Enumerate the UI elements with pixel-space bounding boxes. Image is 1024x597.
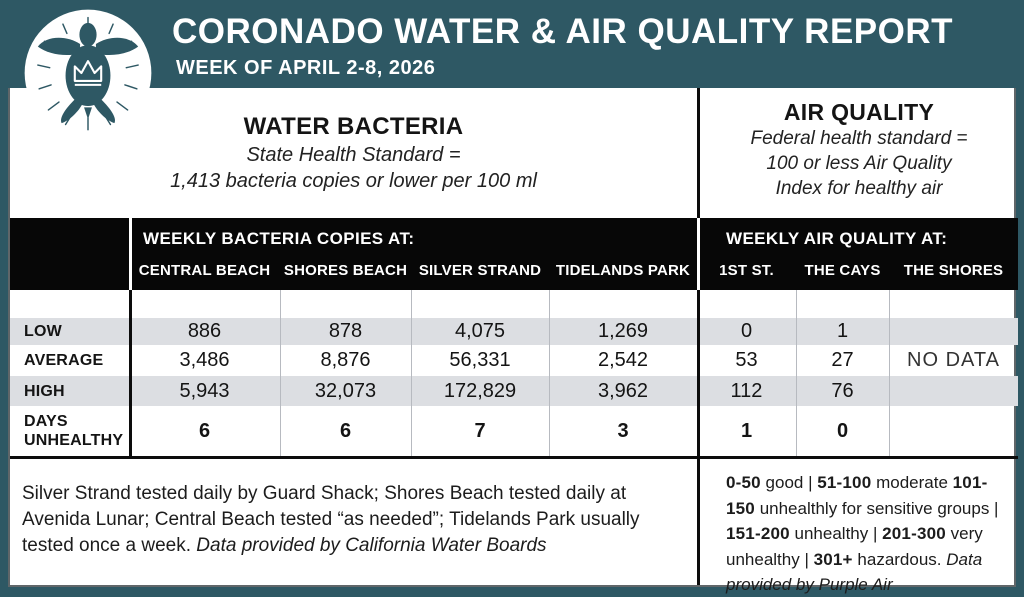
value-cell: 878 — [328, 320, 363, 342]
air-quality-title: AIR QUALITY — [783, 99, 935, 125]
air-group-header: WEEKLY AIR QUALITY AT: — [726, 229, 948, 248]
air-footnote-segment: 301+ — [813, 549, 853, 569]
water-footnote-text: Silver Strand tested daily by Guard Shack; Shores Beach tested daily at Avenida Lunar; Central Beach tested “as needed”; Tidelands Park usually tested once a week. — [22, 483, 640, 556]
row-label: AVERAGE — [24, 352, 104, 369]
air-quality-section-header — [700, 88, 1018, 218]
value-cell: 886 — [187, 320, 222, 342]
column-header-the-shores: THE SHORES — [903, 261, 1004, 279]
value-cell: 1 — [836, 320, 849, 342]
standard-line: 100 or less Air Quality — [766, 153, 952, 174]
air-footnote-segment: moderate — [871, 473, 953, 492]
value-cell: 8,876 — [320, 349, 371, 371]
value-cell: 3,486 — [179, 349, 230, 371]
table-row-low — [10, 318, 1018, 345]
value-cell: 1,269 — [597, 320, 649, 342]
row-label: LOW — [24, 323, 62, 340]
value-cell: 7 — [474, 419, 486, 442]
value-cell: 0 — [836, 419, 849, 442]
air-footnote-segment: very unhealthy | — [726, 524, 983, 569]
air-footnote-segment: 51-100 — [817, 473, 872, 492]
col-divider-1 — [280, 290, 281, 456]
value-cell: 3 — [617, 419, 629, 442]
value-cell: 32,073 — [314, 379, 377, 402]
column-header-silver-strand: SILVER STRAND — [418, 261, 542, 279]
value-cell: 112 — [730, 379, 763, 402]
water-standard-text — [10, 142, 697, 194]
standard-line: Federal health standard = — [750, 128, 968, 149]
value-cell: 27 — [831, 349, 854, 371]
row-label: HIGH — [24, 382, 65, 400]
section-divider-top — [697, 88, 700, 218]
column-header-tidelands-park: TIDELANDS PARK — [555, 261, 691, 279]
report-title: CORONADO WATER & AIR QUALITY REPORT — [172, 12, 954, 51]
col-divider-3 — [549, 290, 550, 456]
air-footnote-segment: Data provided by Purple Air — [726, 549, 983, 594]
value-cell: 5,943 — [179, 379, 230, 402]
air-footnote-segment: hazardous. — [852, 549, 947, 569]
value-cell: 56,331 — [449, 349, 511, 371]
value-cell: NO DATA — [907, 349, 1000, 371]
turtle-crown-logo-icon — [22, 5, 154, 141]
col-divider-2 — [411, 290, 412, 456]
column-header-shores-beach: SHORES BEACH — [283, 261, 408, 279]
value-cell: 3,962 — [597, 379, 649, 402]
label-column-divider — [129, 290, 132, 456]
column-header-1st-st-: 1ST ST. — [719, 261, 774, 279]
value-cell: 6 — [198, 419, 211, 442]
standard-line: Index for healthy air — [775, 178, 943, 199]
value-cell: 6 — [339, 419, 352, 442]
value-cell: 4,075 — [454, 320, 506, 342]
value-cell: 0 — [740, 320, 753, 342]
water-footnote — [10, 459, 697, 585]
table-row-high — [10, 376, 1018, 406]
value-cell: 2,542 — [597, 349, 649, 371]
section-divider-band — [697, 218, 700, 290]
air-footnote-segment: unhealthly for sensitive groups | — [754, 498, 999, 518]
value-cell — [889, 376, 1018, 406]
table-row-days-unhealthy — [10, 406, 1018, 456]
column-header-central-beach: CENTRAL BEACH — [138, 261, 271, 279]
value-cell — [889, 318, 1018, 345]
col-divider-4 — [796, 290, 797, 456]
air-footnote-segment: 101-150 — [726, 473, 988, 518]
water-bacteria-title: WATER BACTERIA — [243, 113, 464, 140]
col-divider-5 — [889, 290, 890, 456]
air-footnote-segment: 151-200 — [726, 524, 790, 543]
row-label: DAYS UNHEALTHY — [24, 413, 124, 449]
water-footnote-credit: Data provided by California Water Boards — [196, 535, 547, 556]
value-cell: 1 — [740, 419, 753, 442]
air-footnote-segment: 0-50 — [726, 473, 761, 492]
air-footnote — [700, 459, 1018, 594]
report-week: WEEK OF APRIL 2-8, 2026 — [176, 57, 436, 79]
air-footnote-segment: 201-300 — [882, 524, 946, 543]
table-row-average — [10, 345, 1018, 376]
value-cell: 53 — [735, 349, 758, 371]
value-cell: 172,829 — [443, 379, 517, 402]
value-cell — [889, 406, 1018, 456]
air-footnote-segment: unhealthy | — [789, 524, 883, 543]
table-header-band — [10, 218, 1018, 290]
band-label-divider — [129, 218, 132, 290]
standard-line: 1,413 bacteria copies or lower per 100 ml — [170, 170, 537, 192]
water-group-header: WEEKLY BACTERIA COPIES AT: — [143, 229, 415, 248]
value-cell: 76 — [831, 379, 854, 402]
standard-line: State Health Standard = — [246, 144, 461, 166]
column-header-the-cays: THE CAYS — [804, 261, 881, 279]
air-footnote-segment: good | — [760, 473, 818, 492]
air-standard-text — [700, 126, 1018, 201]
report-body — [8, 88, 1016, 594]
